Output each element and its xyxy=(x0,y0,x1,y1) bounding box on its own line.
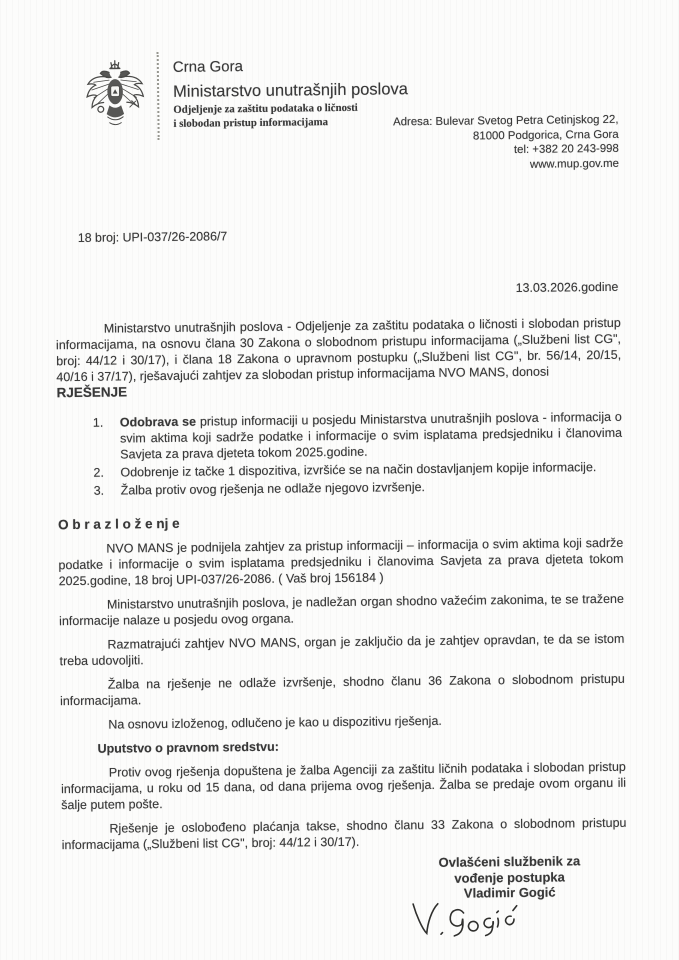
item-number: 1. xyxy=(92,415,104,430)
department-name: Odjeljenje za zaštitu podataka o ličnosti i slobodan pristup informacijama xyxy=(173,101,358,130)
decision-item-2: 2. Odobrenje iz tačke 1 dispozitiva, izvršiće se na način dostavljanjem kopije informacije. xyxy=(93,460,597,480)
montenegro-coat-of-arms-icon xyxy=(84,58,147,137)
ministry-name: Ministarstvo unutrašnjih poslova xyxy=(173,80,408,101)
explanation-paragraph: Na osnovu izloženog, odlučeno je kao u dispozitivu rješenja. xyxy=(108,713,442,732)
handwritten-signature xyxy=(406,899,524,938)
explanation-paragraph: NVO MANS je podnijela zahtjev za pristup informaciji – informacija o svim aktima koji sadrže podatke i informacije o svim isplatama predsjedniku i članovima Savjeta za prava djeteta tokom 2025.godine, 18 broj UPI-037/26-2086. ( Vaš broj 156184 ) xyxy=(58,535,624,589)
legal-remedy-heading: Uputstvo o pravnom sredstvu: xyxy=(97,739,279,756)
decision-item-1: 1. Odobrava se pristup informaciji u posjedu Ministarstva unutrašnjih poslova - informacija o svim aktima koji sadrže podatke i informacije o svim isplatama predsjedniku i članovima Savjeta za prava djeteta tokom 2025.godine. xyxy=(92,409,623,462)
country-name: Crna Gora xyxy=(172,58,243,76)
address-line: 81000 Podgorica, Crna Gora xyxy=(472,128,619,143)
explanation-title: O b r a z l o ž e nj e xyxy=(57,515,180,533)
intro-paragraph: Ministarstvo unutrašnjih poslova - Odjeljenje za zaštitu podataka o ličnosti i slobodan pristup informacijama, na osnovu člana 30 Zakona o slobodnom pristupu informacijama („Službeni list CG", broj: 44/12 i 30/17), i člana 18 Zakona o upravnom postupku („Službeni list CG", br. 56/14, 20/15, 40/16 i 37/17), rješavajući zahtjev za slobodan pristup informacijama NVO MANS, donosi xyxy=(55,315,622,385)
letterhead-divider xyxy=(157,52,160,140)
decision-item-lead: Odobrava se xyxy=(119,414,197,430)
remedy-paragraph: Rješenje je oslobođeno plaćanja takse, shodno članu 33 Zakona o slobodnom pristupu informacijama („Službeni list CG", broj: 44/12 i 30/17). xyxy=(61,815,627,853)
item-number: 3. xyxy=(93,483,105,498)
decision-item-3: 3. Žalba protiv ovog rješenja ne odlaže njegovo izvršenje. xyxy=(93,480,426,498)
contact-address-block xyxy=(393,113,619,174)
address-line: Adresa: Bulevar Svetog Petra Cetinjskog 22, xyxy=(393,113,619,129)
signatory-name: Vladimir Gogić xyxy=(463,884,556,901)
signatory-role: Ovlašćeni službenik za xyxy=(438,853,581,870)
remedy-paragraph: Protiv ovog rješenja dopuštena je žalba Agenciji za zaštitu ličnih podataka i slobodan pristup informacijama, u roku od 15 dana, od dana prijema ovog rješenja. Žalba se predaje ovom organu ili šalje putem pošte. xyxy=(60,759,627,813)
phone-line: tel: +382 20 243-998 xyxy=(513,143,619,157)
decision-title: RJEŠENJE xyxy=(56,384,128,401)
case-reference-number: 18 broj: UPI-037/26-2086/7 xyxy=(77,229,228,245)
website-line: www.mup.gov.me xyxy=(529,157,620,171)
explanation-paragraph: Ministarstvo unutrašnjih poslova, je nadležan organ shodno važećim zakonima, te se tražene informacije nalaze u posjedu ovog organa. xyxy=(59,591,624,629)
item-number: 2. xyxy=(93,465,104,480)
decision-items-list xyxy=(57,409,623,499)
document-date: 13.03.2026.godine xyxy=(515,279,619,295)
explanation-paragraph: Žalba na rješenje ne odlaže izvršenje, shodno članu 36 Zakona o slobodnom pristupu informacijama. xyxy=(59,671,625,709)
explanation-paragraph: Razmatrajući zahtjev NVO MANS, organ je zaključio da je zahtjev opravdan, te da se istom treba udovoljiti. xyxy=(59,631,625,669)
signatory-role: vođenje postupka xyxy=(454,868,565,886)
signature-block xyxy=(392,853,628,939)
